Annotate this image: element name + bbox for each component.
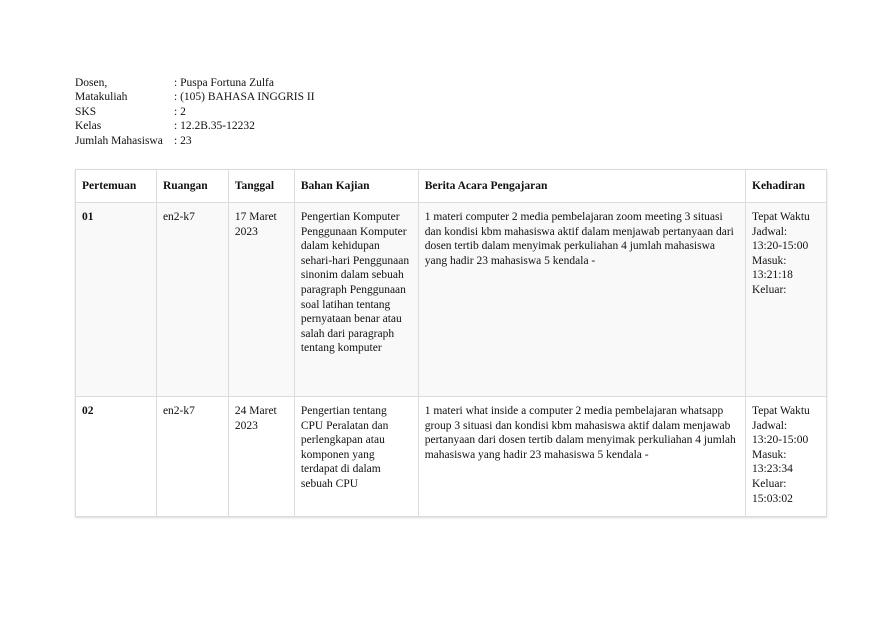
table-row bbox=[76, 203, 827, 397]
kehadiran-masuk-label: Masuk: bbox=[752, 448, 787, 461]
cell-pertemuan: 02 bbox=[76, 397, 157, 517]
cell-ruangan: en2-k7 bbox=[156, 397, 228, 517]
cell-kehadiran bbox=[746, 397, 827, 517]
info-row-sks bbox=[75, 105, 315, 119]
info-row-kelas bbox=[75, 119, 315, 133]
kehadiran-masuk-label: Masuk: bbox=[752, 254, 787, 267]
kehadiran-masuk-value: 13:21:18 bbox=[752, 269, 793, 282]
table-row bbox=[76, 397, 827, 517]
kehadiran-jadwal-label: Jadwal: bbox=[752, 225, 788, 238]
kehadiran-status: Tepat Waktu bbox=[752, 211, 810, 223]
cell-kehadiran bbox=[746, 203, 827, 397]
kehadiran-keluar-label: Keluar: bbox=[752, 477, 787, 490]
info-label: Dosen, bbox=[75, 77, 108, 89]
info-label: Matakuliah bbox=[75, 91, 128, 104]
header-berita-acara: Berita Acara Pengajaran bbox=[418, 170, 745, 203]
cell-ruangan: en2-k7 bbox=[156, 203, 228, 397]
header-pertemuan: Pertemuan bbox=[76, 170, 157, 203]
info-value: : (105) BAHASA INGGRIS II bbox=[174, 90, 315, 104]
header-ruangan: Ruangan bbox=[156, 170, 228, 203]
header-tanggal: Tanggal bbox=[228, 170, 294, 203]
info-value: : 12.2B.35-12232 bbox=[174, 119, 255, 133]
header-kehadiran: Kehadiran bbox=[746, 170, 827, 203]
header-bahan-kajian: Bahan Kajian bbox=[294, 170, 418, 203]
cell-berita-acara: 1 materi what inside a computer 2 media pembelajaran whatsapp group 3 situasi dan kondisi kbm mahasiswa aktif dalam menjawab pertanyaan dari dosen tertib dalam menyimak perkuliahan 4 jumlah mahasiswa yang hadir 23 mahasiswa 5 kendala - bbox=[418, 397, 745, 517]
attendance-table bbox=[75, 169, 827, 517]
cell-pertemuan: 01 bbox=[76, 203, 157, 397]
kehadiran-keluar-label: Keluar: bbox=[752, 283, 787, 296]
cell-berita-acara: 1 materi computer 2 media pembelajaran zoom meeting 3 situasi dan kondisi kbm mahasiswa aktif dalam menjawab pertanyaan dari dosen tertib dalam menyimak perkuliahan 4 jumlah mahasiswa yang hadir 23 mahasiswa 5 kendala - bbox=[418, 203, 745, 397]
kehadiran-jadwal-value: 13:20-15:00 bbox=[752, 240, 809, 253]
kehadiran-keluar-value: 15:03:02 bbox=[752, 492, 793, 505]
cell-bahan-kajian: Pengertian Komputer Penggunaan Komputer dalam kehidupan sehari-hari Penggunaan sinonim dalam sebuah paragraph Penggunaan soal latihan tentang pernyataan benar atau salah dari paragraph tentang komputer bbox=[294, 203, 418, 397]
kehadiran-masuk-value: 13:23:34 bbox=[752, 463, 793, 476]
info-value: : Puspa Fortuna Zulfa bbox=[174, 76, 274, 90]
info-row-dosen bbox=[75, 76, 315, 90]
cell-tanggal: 17 Maret 2023 bbox=[228, 203, 294, 397]
info-label: Kelas bbox=[75, 120, 102, 133]
table-header-row bbox=[76, 170, 827, 203]
cell-tanggal: 24 Maret 2023 bbox=[228, 397, 294, 517]
info-label: SKS bbox=[75, 105, 97, 118]
info-row-jumlah-mahasiswa bbox=[75, 134, 315, 148]
info-value: : 2 bbox=[174, 105, 186, 119]
cell-bahan-kajian: Pengertian tentang CPU Peralatan dan perlengkapan atau komponen yang terdapat di dalam sebuah CPU bbox=[294, 397, 418, 517]
kehadiran-jadwal-label: Jadwal: bbox=[752, 419, 788, 432]
kehadiran-jadwal-value: 13:20-15:00 bbox=[752, 434, 809, 447]
course-info bbox=[75, 76, 315, 148]
info-row-matakuliah bbox=[75, 90, 315, 104]
kehadiran-status: Tepat Waktu bbox=[752, 405, 810, 417]
info-value: : 23 bbox=[174, 134, 192, 148]
info-label: Jumlah Mahasiswa bbox=[75, 134, 163, 147]
